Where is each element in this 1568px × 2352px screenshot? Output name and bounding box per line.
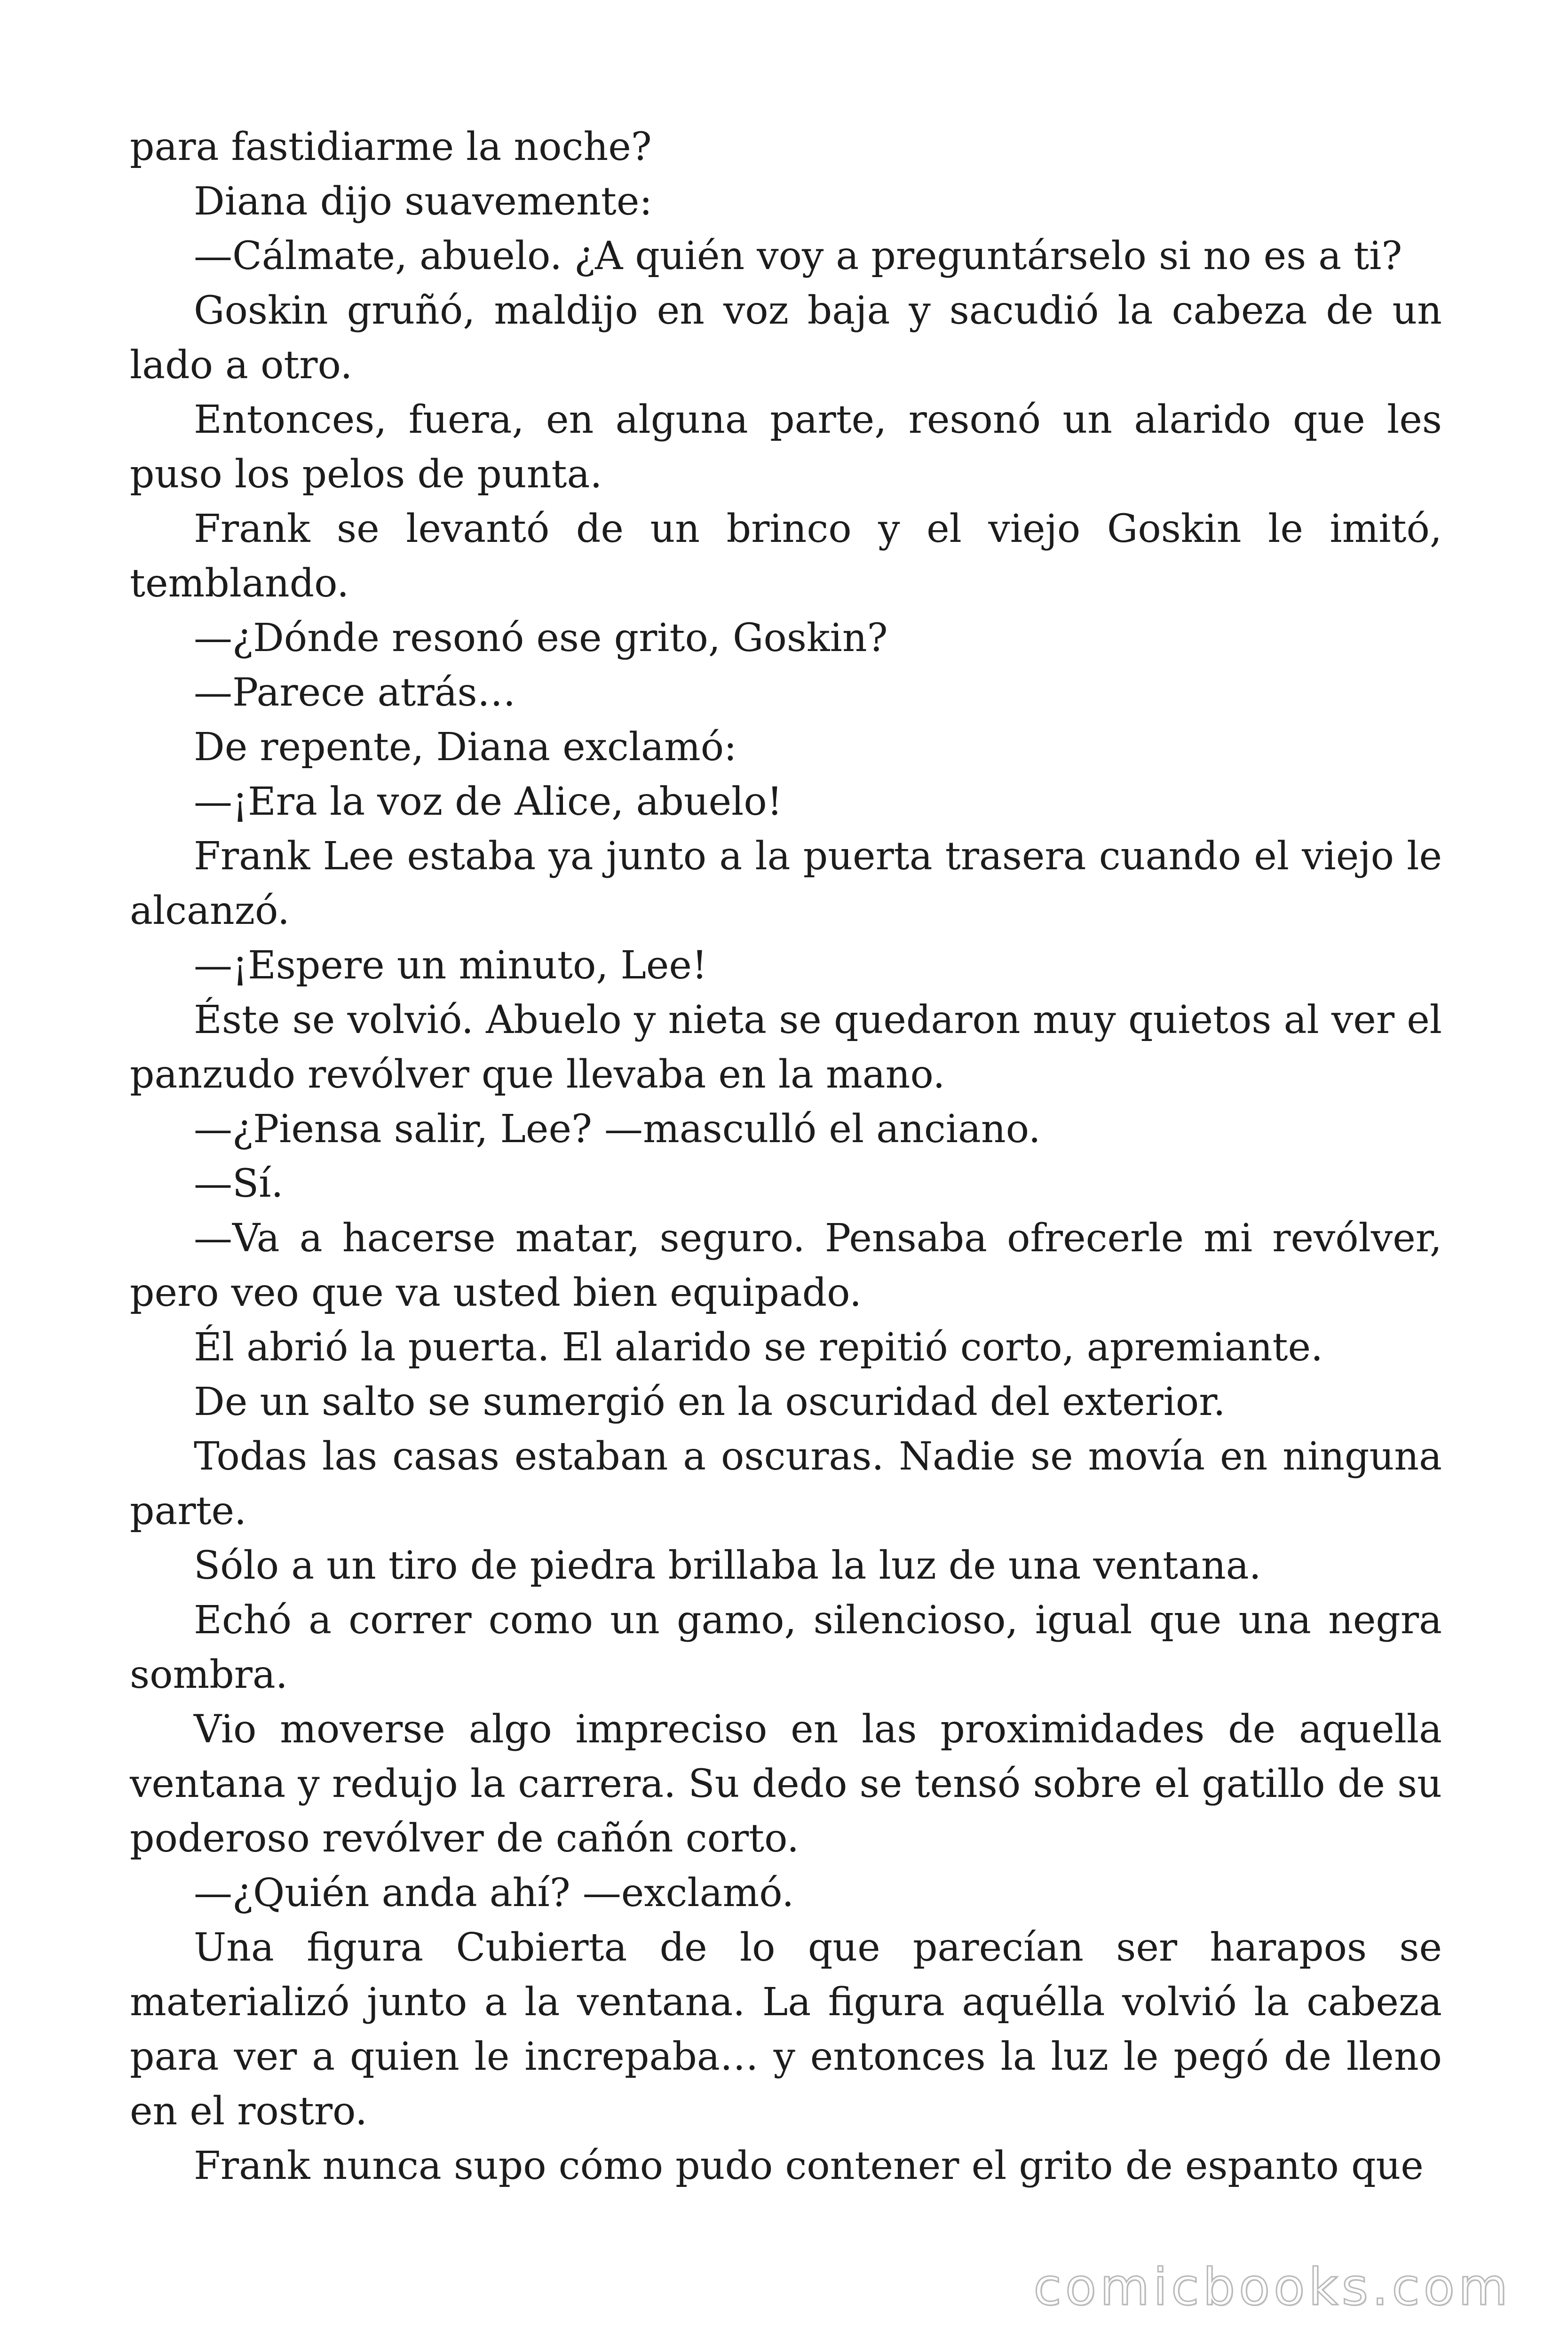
paragraph: para fastidiarme la noche? — [130, 125, 652, 169]
paragraph: Vio moverse algo impreciso en las proximidades de aquella ventana y redujo la carrera. Su dedo se tensó sobre el gatillo de su poderoso revólver de cañón corto. — [130, 1707, 1442, 1861]
paragraph: Una figura Cubierta de lo que parecían ser harapos se materializó junto a la ventana. La figura aquélla volvió la cabeza para ver a quien le increpaba… y entonces la luz le pegó de lleno en el rostro. — [130, 1925, 1442, 2134]
paragraph: Goskin gruñó, maldijo en voz baja y sacudió la cabeza de un lado a otro. — [130, 288, 1442, 388]
paragraph: —¿Piensa salir, Lee? —masculló el anciano. — [194, 1107, 1041, 1152]
paragraph: —¿Dónde resonó ese grito, Goskin? — [194, 616, 888, 660]
paragraph: Éste se volvió. Abuelo y nieta se quedaron muy quietos al ver el panzudo revólver que llevaba en la mano. — [130, 998, 1442, 1097]
paragraph: —Va a hacerse matar, seguro. Pensaba ofrecerle mi revólver, pero veo que va usted bien equipado. — [130, 1216, 1442, 1315]
paragraph: De un salto se sumergió en la oscuridad del exterior. — [194, 1380, 1226, 1424]
paragraph: Entonces, fuera, en alguna parte, resonó un alarido que les puso los pelos de punta. — [130, 397, 1442, 497]
paragraph: Todas las casas estaban a oscuras. Nadie se movía en ninguna parte. — [130, 1434, 1442, 1534]
paragraph: —¡Espere un minuto, Lee! — [194, 943, 707, 988]
paragraph: Frank nunca supo cómo pudo contener el grito de espanto que — [194, 2144, 1424, 2188]
paragraph: De repente, Diana exclamó: — [194, 725, 737, 770]
paragraph: —Parece atrás… — [194, 670, 516, 715]
paragraph: Sólo a un tiro de piedra brillaba la luz de una ventana. — [194, 1543, 1261, 1588]
paragraph: Echó a correr como un gamo, silencioso, igual que una negra sombra. — [130, 1598, 1442, 1697]
paragraph: —¿Quién anda ahí? —exclamó. — [194, 1871, 794, 1915]
paragraph: —Sí. — [194, 1161, 284, 1206]
paragraph: Él abrió la puerta. El alarido se repitió corto, apremiante. — [194, 1325, 1323, 1370]
page-text-body — [130, 120, 1442, 2193]
watermark-logo: comicbooks.com — [1033, 2258, 1512, 2317]
paragraph: —Cálmate, abuelo. ¿A quién voy a preguntárselo si no es a ti? — [194, 234, 1402, 278]
paragraph: —¡Era la voz de Alice, abuelo! — [194, 779, 783, 824]
paragraph: Frank se levantó de un brinco y el viejo Goskin le imitó, temblando. — [130, 507, 1442, 606]
paragraph: Frank Lee estaba ya junto a la puerta trasera cuando el viejo le alcanzó. — [130, 834, 1442, 933]
paragraph: Diana dijo suavemente: — [194, 179, 653, 224]
